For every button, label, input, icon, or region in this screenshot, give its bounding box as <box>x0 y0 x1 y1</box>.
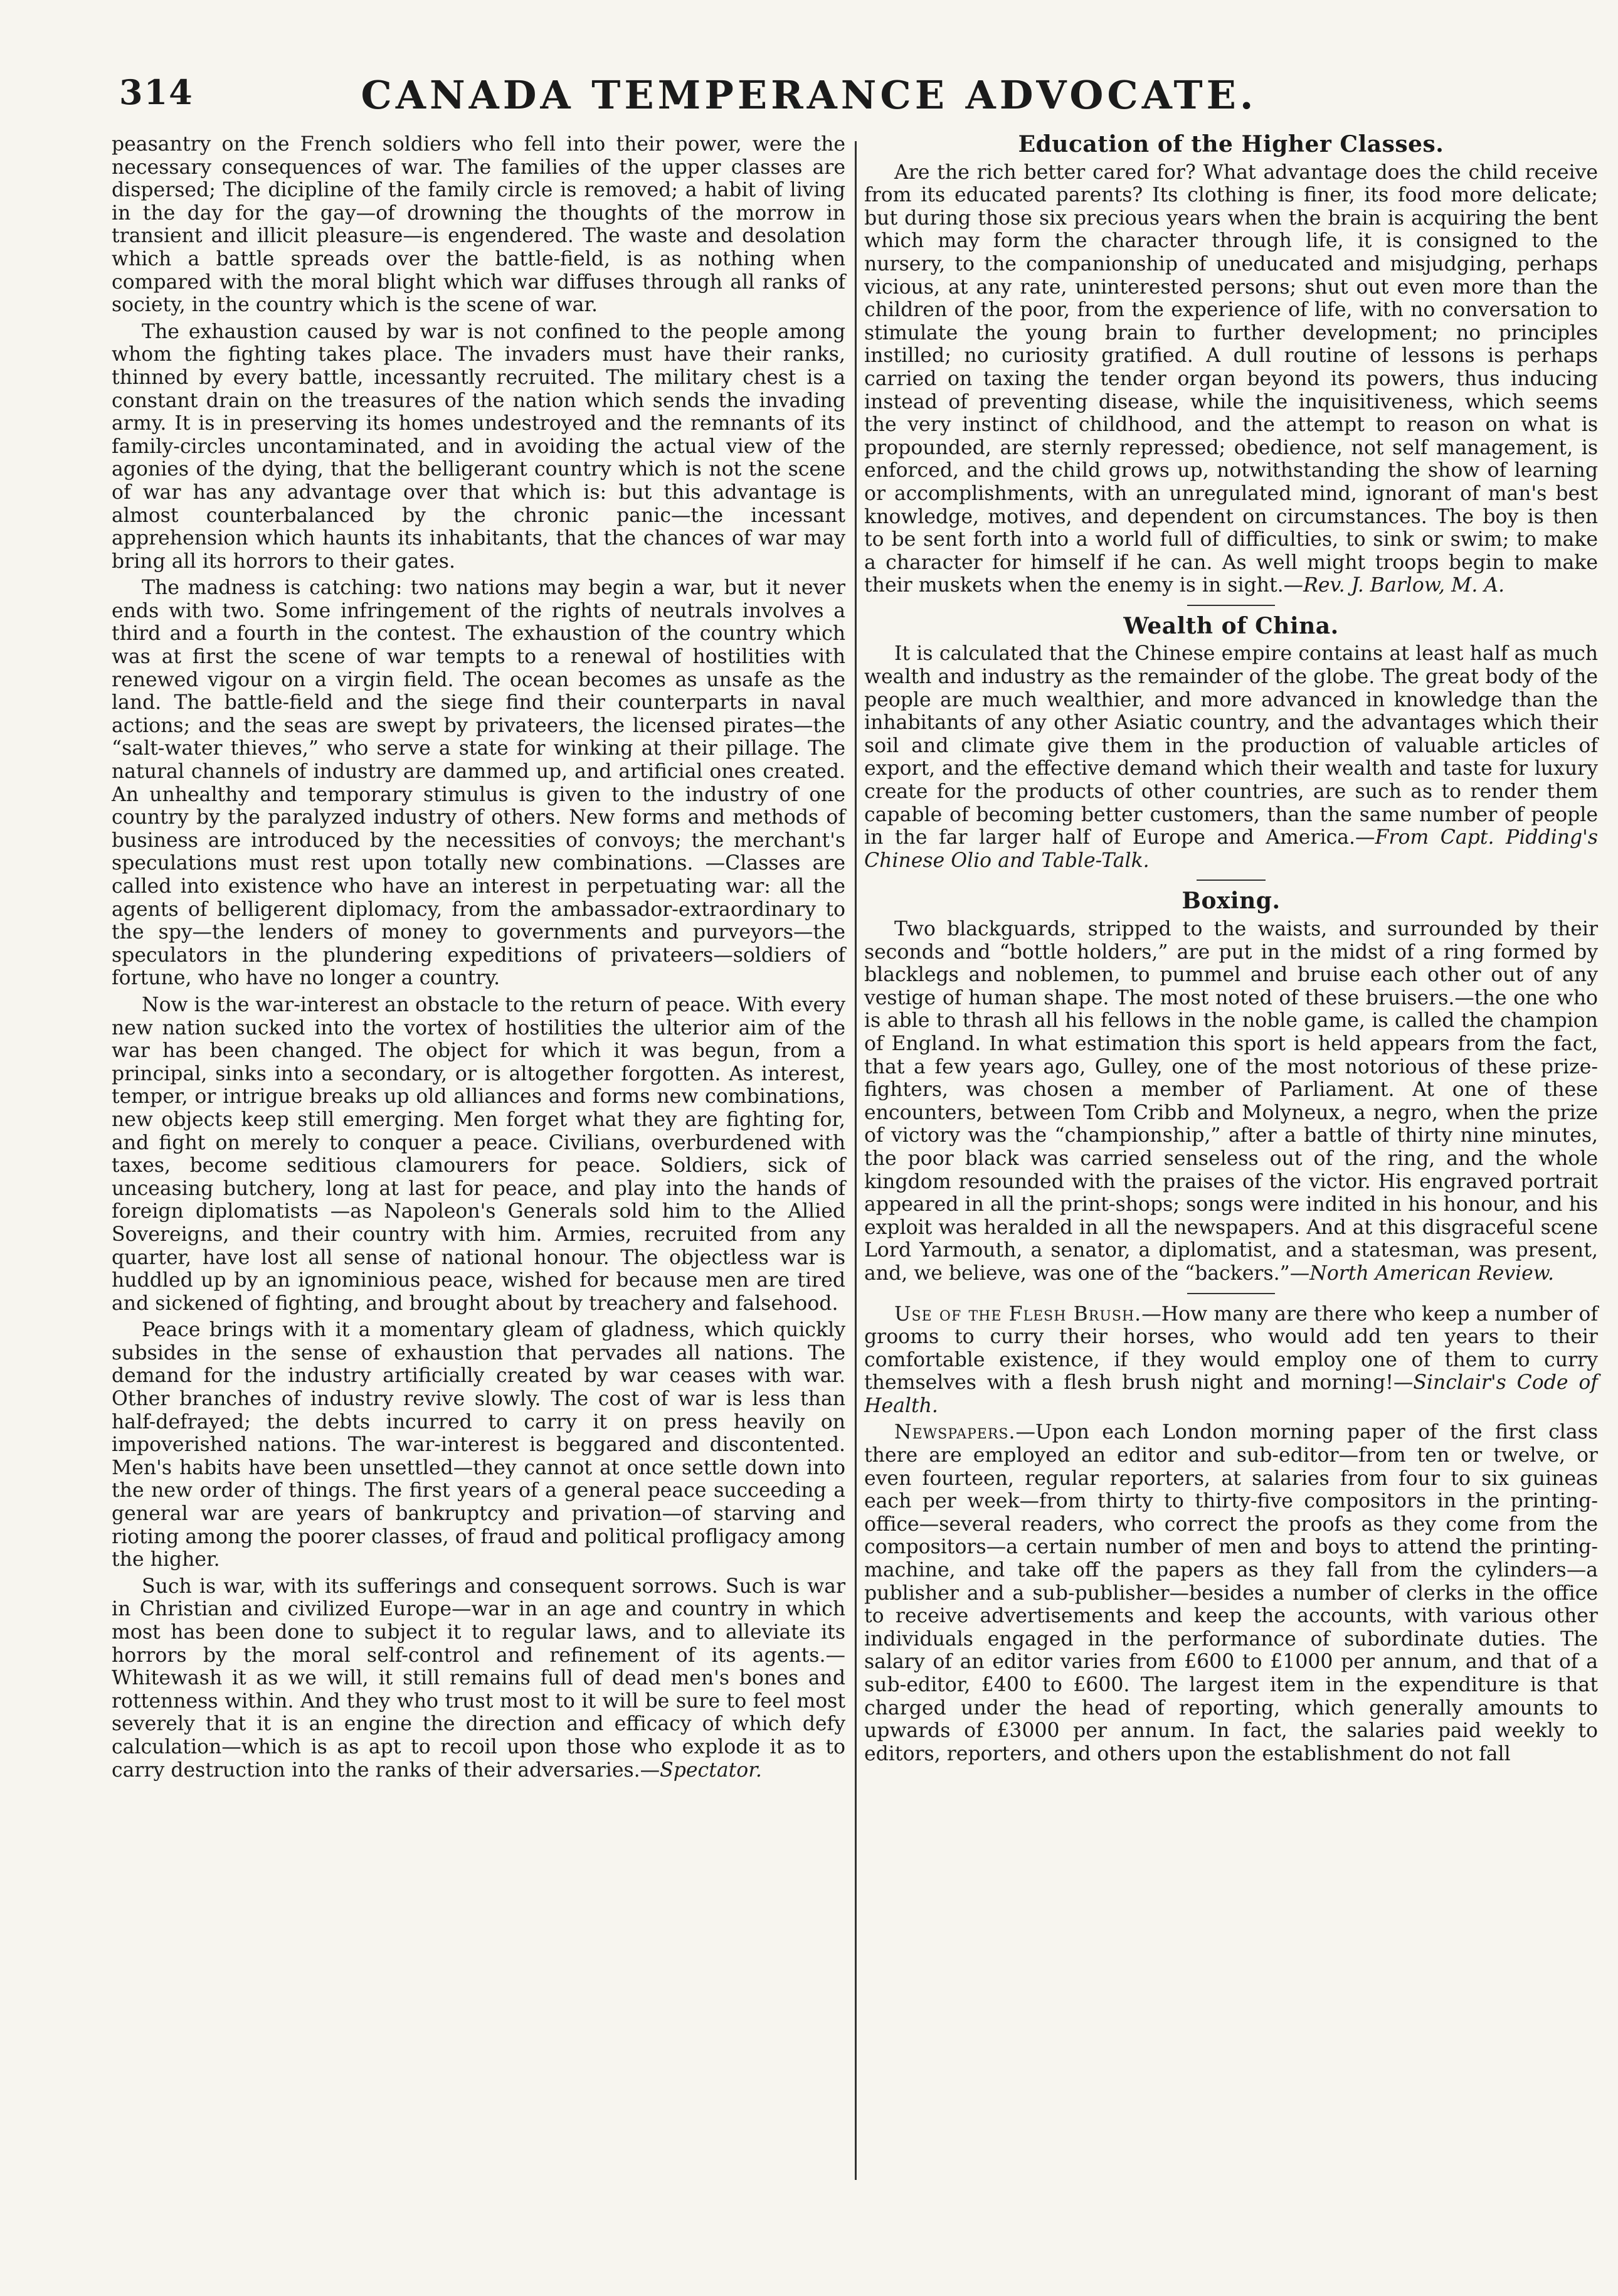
education-text: Are the rich better cared for? What advantage does the child receive from its educated parents? Its clothing is finer, its food more delicate; but during those six precious years when the brain is acquiring the bent which may form the character through life, it is consigned to the nursery, to the companionship of uneducated and misjudging, perhaps vicious, at any rate, uninterested persons; shut out even more than the children of the poor, from the experience of life, with no conversation to stimulate the young brain to further development; no principles instilled; no curiosity gratified. A dull routine of lessons is perhaps carried on taxing the tender organ beyond its powers, thus inducing instead of preventing disease, while the inquisitiveness, which seems the very instinct of childhood, and the attempt to reason on what is propounded, are sternly repressed; obedience, not self management, is enforced, and the child grows up, notwithstanding the show of learning or accomplishments, with an unregulated mind, ignorant of man's best knowledge, motives, and dependent on circumstances. The boy is then to be sent forth into a world full of difficulties, to sink or swim; to make a character for himself if he can. As well might troops begin to make their muskets when the enemy is in sight.— <box>864 161 1598 597</box>
flesh-brush-attribution: Sinclair's Code of Health. <box>864 1371 1598 1417</box>
flesh-brush-text: —How many are there who keep a number of grooms to curry their horses, who would add ten years to their comfortable existence, if they would employ one of them to curry themselves with a flesh brush night and morning!— <box>864 1302 1598 1395</box>
section-rule <box>1187 1293 1275 1294</box>
boxing-text: Two blackguards, stripped to the waists, and surrounded by their seconds and “bottle holders,” are put in the midst of a ring formed by blacklegs and noblemen, to pummel and bruise each other out of any vestige of human shape. The most noted of these bruisers.—the one who is able to thrash all his fellows in the noble game, is called the champion of England. In what estimation this sport is held appears from the fact, that a few years ago, Gulley, one of the most notorious of these prize-fighters, was chosen a member of Parliament. At one of these encounters, between Tom Cribb and Molyneux, a negro, when the prize of victory was the “championship,” after a battle of thirty nine minutes, the poor black was carried senseless out of the ring, and the whole kingdom resounded with the praises of the victor. His engraved portrait appeared in all the print-shops; songs were indited in his honour, and his exploit was heralded in all the newspapers. And at this disgraceful scene Lord Yarmouth, a senator, a diplomatist, and a statesman, was present, and, we believe, was one of the “backers.”— <box>864 918 1598 1285</box>
journal-title: CANADA TEMPERANCE ADVOCATE. <box>361 72 1257 118</box>
wealth-text: It is calculated that the Chinese empire contains at least half as much wealth and industry as the remainder of the globe. The great body of the people are much wealthier, and more advanced in knowledge than the inhabitants of any other Asiatic country, and the advantages which their soil and climate give them in the production of valuable articles of export, and the effective demand which their wealth and taste for luxury create for the products of other countries, are such as to render them capable of becoming better customers, than the same number of people in the far larger half of Europe and America.— <box>864 642 1598 849</box>
war-paragraph-6 <box>112 1575 845 1782</box>
boxing-body <box>864 918 1598 1285</box>
right-column <box>864 133 1598 1769</box>
section-rule <box>1197 880 1266 881</box>
wealth-attribution: From Capt. Pidding's Chinese Olio and Table-Talk. <box>864 826 1598 872</box>
page-number: 314 <box>119 72 194 112</box>
education-body <box>864 161 1598 597</box>
wealth-title: Wealth of China. <box>1123 612 1339 639</box>
education-title: Education of the Higher Classes. <box>1018 131 1444 157</box>
wealth-body <box>864 642 1598 872</box>
war-paragraph-4: Now is the war-interest an obstacle to the return of peace. With every new nation sucked into the vortex of hostilities the ulterior aim of the war has been changed. The object for which it was begun, from a principal, sinks into a secondary, or is altogether forgotten. As interest, temper, or intrigue breaks up old alliances and forms new combinations, new objects keep still emerging. Men forget what they are fighting for, and fight on merely to conquer a peace. Civilians, overburdened with taxes, become seditious clamourers for peace. Soldiers, sick of unceasing butchery, long at last for peace, and play into the hands of foreign diplomatists —as Napoleon's Generals sold him to the Allied Sovereigns, and their country with him. Armies, recruited from any quarter, have lost all sense of national honour. The objectless war is huddled up by an ignominious peace, wished for because men are tired and sickened of fighting, and brought about by treachery and falsehood. <box>112 993 845 1315</box>
boxing-title: Boxing. <box>1182 888 1281 915</box>
war-paragraph-6-text: Such is war, with its sufferings and consequent sorrows. Such is war in Christian and civilized Europe—war in an age and country in which most has been done to subject it to regular laws, and to alleviate its horrors by the moral self-control and refinement of its agents.—Whitewash it as we will, it still remains full of dead men's bones and rottenness within. And they who trust most to it will be sure to feel most severely that it is an engine the direction and efficacy of which defy calculation—which is as apt to recoil upon those who explode it as to carry destruction into the ranks of their adversaries.— <box>112 1575 845 1782</box>
page-header <box>119 72 1499 122</box>
column-divider <box>855 141 857 2180</box>
section-rule <box>1187 605 1275 606</box>
boxing-attribution: North American Review. <box>1309 1262 1555 1285</box>
newspapers-text: —Upon each London morning paper of the first class there are employed an editor and sub-editor—from ten or twelve, or even fourteen, regular reporters, at salaries from four to six guineas each per week—from thirty to thirty-five compositors in the printing-office—several readers, who correct the proofs as they come from the compositors—a certain number of men and boys to attend the printing-machine, and take off the papers as they fall from the cylinders—a publisher and a sub-publisher—besides a number of clerks in the office to receive advertisements and keep the accounts, with various other individuals engaged in the performance of subordinate duties. The salary of an editor varies from £600 to £1000 per annum, and that of a sub-editor, £400 to £600. The largest item in the expenditure is that charged under the head of reporting, which generally amounts to upwards of £3000 per annum. In fact, the salaries paid weekly to editors, reporters, and others upon the establishment do not fall <box>864 1421 1598 1765</box>
newspapers-paragraph <box>864 1421 1598 1765</box>
flesh-brush-paragraph <box>864 1303 1598 1418</box>
education-attribution: Rev. J. Barlow, M. A. <box>1303 574 1505 597</box>
left-column <box>112 133 845 1785</box>
war-paragraph-1: peasantry on the French soldiers who fell into their power, were the necessary consequences of war. The families of the upper classes are dispersed; The dicipline of the family circle is removed; a habit of living in the day for the gay—of drowning the thoughts of the morrow in transient and illicit pleasure—is engendered. The waste and desolation which a battle spreads over the battle-field, is as nothing when compared with the moral blight which war diffuses through all ranks of society, in the country which is the scene of war. <box>112 133 845 317</box>
war-paragraph-2: The exhaustion caused by war is not confined to the people among whom the fighting takes place. The invaders must have their ranks, thinned by every battle, incessantly recruited. The military chest is a constant drain on the treasures of the nation which sends the invading army. It is in preserving its homes undestroyed and the remnants of its family-circles uncontaminated, and in avoiding the actual view of the agonies of the dying, that the belligerant country which is not the scene of war has any advantage over that which is: but this advantage is almost counterbalanced by the chronic panic—the incessant apprehension which haunts its inhabitants, that the chances of war may bring all its horrors to their gates. <box>112 320 845 573</box>
war-paragraph-3: The madness is catching: two nations may begin a war, but it never ends with two. Some infringement of the rights of neutrals involves a third and a fourth in the contest. The exhaustion of the country which was at first the scene of war tempts to a renewal of hostilities with renewed vigour on a virgin field. The ocean becomes as unsafe as the land. The battle-field and the siege find their counterparts in naval actions; and the seas are swept by privateers, the licensed pirates—the “salt-water thieves,” who serve a state for winking at their pillage. The natural channels of industry are dammed up, and artificial ones created. An unhealthy and temporary stimulus is given to the industry of one country by the paralyzed industry of others. New forms and methods of business are introduced by the necessities of convoys; the merchant's speculations must rest upon totally new combinations. —Classes are called into existence who have an interest in perpetuating war: all the agents of belligerent diplomacy, from the ambassador-extraordinary to the spy—the lenders of money to governments and purveyors—the speculators in the plundering expeditions of privateers—soldiers of fortune, who have no longer a country. <box>112 577 845 990</box>
newspapers-lead: Newspapers. <box>894 1421 1016 1444</box>
war-paragraph-5: Peace brings with it a momentary gleam of gladness, which quickly subsides in the sense of exhaustion that pervades all nations. The demand for the industry artificially created by war ceases with war. Other branches of industry revive slowly. The cost of war is less than half-defrayed; the debts incurred to carry it on press heavily on impoverished nations. The war-interest is beggared and discontented. Men's habits have been unsettled—they cannot at once settle down into the new order of things. The first years of a general peace succeeding a general war are years of bankruptcy and privation—of starving and rioting among the poorer classes, of fraud and political profligacy among the higher. <box>112 1319 845 1571</box>
war-attribution: Spectator. <box>660 1758 762 1782</box>
flesh-brush-lead: Use of the Flesh Brush. <box>894 1302 1142 1326</box>
